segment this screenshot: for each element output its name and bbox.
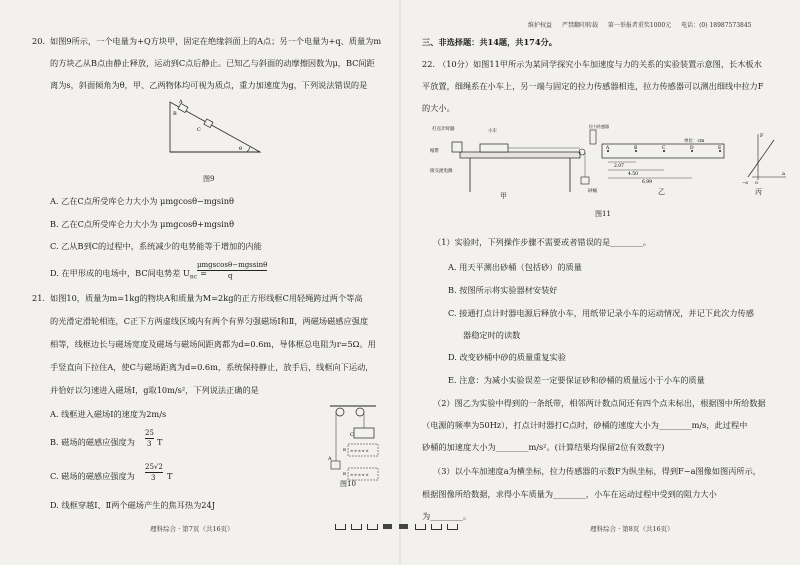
q20-option-d-text: D. 在甲形成的电场中，BC间电势差 U (50, 268, 190, 278)
figure-10-diagram (328, 406, 378, 536)
tape-point-E: E (718, 146, 722, 151)
q20-option-d-denominator: q (228, 272, 233, 280)
q20-option-d-eq: = (200, 268, 207, 278)
fig10-label-C: C (350, 432, 354, 438)
figure-11-apparatus (430, 122, 609, 202)
reg-mark-6 (415, 524, 426, 530)
q22-stem-2: 平放置，细绳系在小车上，另一端与固定的拉力传感器相连，拉力传感器可以测出细线中拉力F (422, 81, 764, 91)
q20-option-a: A. 乙在C点所受库仑力大小为 μmgcosθ−mgsinθ (50, 196, 234, 206)
figure-9-caption: 图9 (203, 175, 215, 183)
graph-label-a: a (782, 171, 785, 177)
tape-point-D: D (690, 146, 694, 151)
apparatus-label-power: 接交流电源 (430, 169, 453, 174)
graph-label-F: F (760, 133, 764, 139)
apparatus-label-timer: 打点计时器 (432, 127, 455, 132)
q20-number: 20. (32, 36, 46, 46)
fig9-label-C: C (197, 127, 201, 133)
footer-left: 理科综合 · 第7页（共16页） (150, 525, 234, 533)
fig11-sub-yi: 乙 (658, 188, 665, 196)
apparatus-label-sensor: 拉力传感器 (589, 124, 609, 129)
figure-11-caption: 图11 (595, 210, 611, 218)
header-warn: 严禁翻印转载 (561, 22, 598, 29)
graph-label-origin: O (755, 180, 759, 185)
tape-dist-1: 2.07 (614, 164, 625, 169)
fig11-sub-jia: 甲 (500, 192, 507, 200)
q21-line-5: 并恰好以匀速进入磁场Ⅰ，g取10m/s²，下列说法正确的是 (50, 385, 259, 395)
q21-line-1: 如图10，质量为m=1kg的物块A和质量为M=2kg的正方形线框C用轻绳跨过两个等高 (50, 293, 363, 303)
q22-stem-1: （10分）如图11甲所示为某同学探究小车加速度与力的关系的实验装置示意图，长木板水 (438, 59, 762, 69)
q22-part-1-option-e: E. 注意：为减小实验误差一定要保证砂和砂桶的质量远小于小车的质量 (448, 375, 705, 385)
q20-stem-2: 的方块乙从B点由静止释放，运动到C点后静止。已知乙与斜面的动摩擦因数为μ，BC间距 (50, 58, 375, 68)
q21-line-4: 手竖直向下拉住A，使C与磁场距离为d=0.6m，系统保持静止，放手后，线框向下运动， (50, 362, 374, 372)
q20-option-d-numerator: μmgscosθ−mgssinθ (197, 261, 267, 271)
q22-part-1-option-c-cont: 器稳定时的读数 (463, 330, 521, 340)
fig9-label-B: B (173, 111, 177, 117)
q21-option-c-denominator: 3 (151, 474, 156, 482)
q20-stem-3: 离为s，斜面倾角为θ，甲、乙两物体均可视为质点，重力加速度为g，下列说法错误的是 (50, 80, 368, 90)
q22-part-1-option-d: D. 改变砂桶中砂的质量重复实验 (448, 352, 566, 362)
tape-point-C: C (662, 146, 666, 151)
q21-line-2: 的光滑定滑轮相连，C正下方两虚线区域内有两个有界匀强磁场Ⅰ和Ⅱ，两磁场磁感应强度 (50, 316, 369, 326)
header-brand: 维护权益 (528, 22, 553, 29)
fig10-label-B1: B (343, 447, 346, 452)
q22-stem-3: 的大小。 (422, 103, 455, 113)
registration-marks (335, 524, 465, 534)
reg-mark-1 (335, 524, 346, 530)
anti-piracy-header (528, 22, 751, 30)
q22-part-1-option-a: A. 用天平测出砂桶（包括砂）的质量 (448, 262, 582, 272)
q22-part-1-option-b: B. 按图所示将实验器材安装好 (448, 285, 558, 295)
footer-right: 理科综合 · 第8页（共16页） (590, 525, 674, 533)
q21-line-3: 相等，线框边长与磁场宽度及磁场与磁场间距离都为d=0.6m，导体框总电阻为r=5Ω。用 (50, 339, 376, 349)
tape-unit: 单位：cm (684, 139, 705, 144)
q20-stem-1: 如图9所示，一个电量为+Q方块甲，固定在绝缘斜面上的A点；另一个电量为+q、质量为m (50, 36, 382, 46)
q22-part-2-line-2: （电源的频率为50Hz），打点计时器打C点时，砂桶的速度大小为________m/s，此过程中 (422, 420, 748, 430)
fig9-label-A: A (179, 99, 183, 105)
q22-part-2-line-1: （2）图乙为实验中得到的一条纸带，相邻两计数点间还有四个点未标出，根据图中所给数据 (433, 398, 766, 408)
q20-option-c: C. 乙从B到C的过程中，系统减少的电势能等于增加的内能 (50, 241, 262, 251)
q22-part-3-line-1: （3）以小车加速度a为横坐标，拉力传感器的示数F为纵坐标，得到F−a图像如图丙所示， (433, 466, 761, 476)
fig10-label-B2: B (343, 471, 346, 476)
apparatus-label-cart: 小车 (488, 129, 497, 134)
reg-mark-3 (367, 524, 378, 530)
header-reward: 第一举报者重奖1000元 (607, 22, 672, 29)
reg-mark-5 (399, 524, 408, 529)
fig10-label-A: A (328, 456, 332, 462)
tape-point-B: B (634, 146, 638, 151)
q22-part-3-line-2: 根据图像所给数据，求得小车质量为________，小车在运动过程中受到的阻力大小 (422, 489, 717, 499)
q21-option-c: C. 磁场的磁感应强度为 (50, 471, 135, 481)
q20-option-b: B. 乙在C点所受库仑力大小为 μmgcosθ+mgsinθ (50, 219, 235, 229)
header-phone: 电话：(0) 18987573845 (681, 22, 752, 29)
apparatus-label-tape: 纸带 (430, 149, 439, 154)
q22-number: 22. (422, 59, 436, 69)
q21-option-c-unit: T (167, 471, 173, 481)
graph-label-neg: −6 (742, 180, 748, 185)
q21-number: 21. (32, 293, 46, 303)
q22-part-2-line-3: 砂桶的加速度大小为________m/s²。(计算结果均保留2位有效数字) (422, 442, 665, 452)
q21-option-c-numerator: 25√2 (145, 463, 163, 473)
apparatus-label-bucket: 砂桶 (588, 189, 597, 194)
q21-option-a: A. 线框进入磁场Ⅰ的速度为2m/s (50, 409, 167, 419)
figure-11-tape (602, 138, 727, 183)
q20-option-d (50, 268, 207, 281)
fig11-sub-bing: 丙 (755, 188, 762, 196)
q21-option-b-denominator: 3 (147, 440, 152, 448)
tape-dist-3: 6.99 (642, 180, 653, 185)
q22-part-3-line-3: 为________。 (422, 511, 472, 521)
svg-text:×××××: ××××× (350, 472, 370, 477)
q21-option-b: B. 磁场的磁感应强度为 (50, 437, 135, 447)
svg-text:×××××: ××××× (350, 448, 370, 453)
tape-point-A: A (606, 146, 610, 151)
reg-mark-8 (447, 524, 458, 530)
right-page (400, 0, 800, 565)
reg-mark-2 (351, 524, 362, 530)
reg-mark-7 (431, 524, 442, 530)
q20-option-d-sub: BC (189, 274, 198, 281)
figure-11-graph (738, 132, 788, 185)
fig9-label-theta: θ (239, 146, 243, 152)
section-heading: 三、非选择题：共14题，共174分。 (422, 37, 557, 47)
q21-option-b-numerator: 25 (145, 429, 154, 439)
q22-part-1-option-c: C. 接通打点计时器电源后释放小车，用纸带记录小车的运动情况，并记下此次力传感 (448, 308, 754, 318)
figure-10-caption: 图10 (340, 480, 356, 488)
q21-option-b-unit: T (157, 437, 163, 447)
q22-part-1: （1）实验时，下列操作步骤不需要或者错误的是________。 (433, 237, 652, 247)
figure-9-incline (165, 97, 265, 157)
tape-dist-2: 4.50 (628, 172, 639, 177)
reg-mark-4 (383, 524, 392, 529)
q21-option-d: D. 线框穿越Ⅰ、Ⅱ两个磁场产生的焦耳热为24J (50, 500, 215, 510)
